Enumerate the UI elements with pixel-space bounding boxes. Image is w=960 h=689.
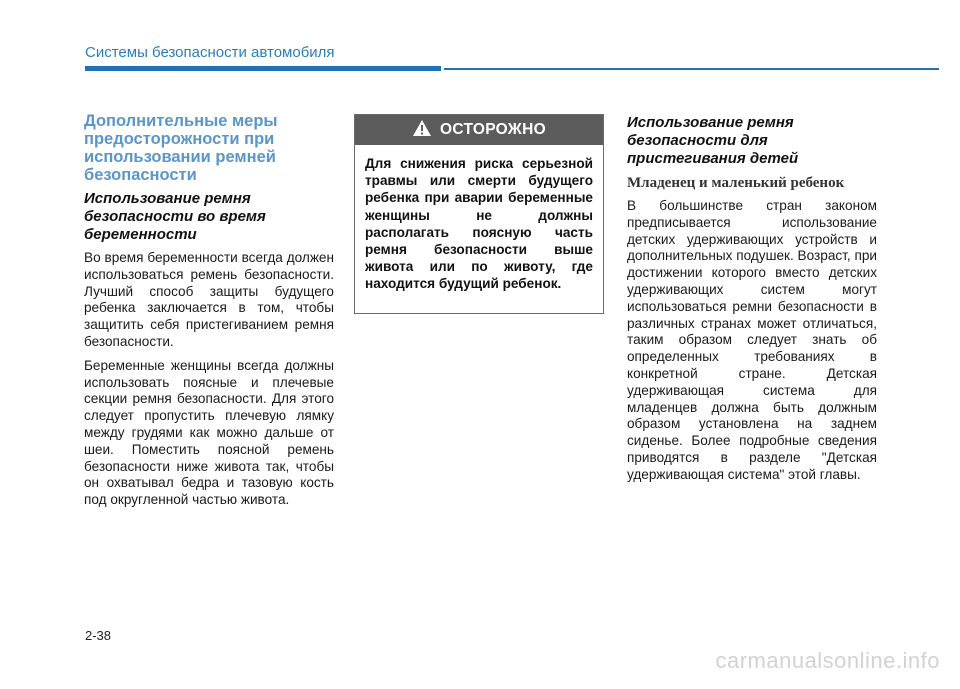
- left-column: [84, 112, 334, 516]
- header-rule-thick: [85, 66, 441, 71]
- child-paragraph: В большинстве стран законом предписывается использование детских удерживающих устройств и дополнительных подушек. Возраст, при достижении которого вместо детских удерживающих систем могут использоваться ремни безопасности в различных странах может отличаться, таким образом следует знать об определенных требованиях в конкретной стране. Детская удерживающая система для младенцев должна быть должным образом установлена на заднем сиденье. Более подробные сведения приводятся в разделе "Детская удерживающая система" этой главы.: [627, 198, 877, 482]
- infant-heading: Младенец и маленький ребенок: [627, 175, 845, 191]
- page-number: 2-38: [85, 628, 112, 643]
- warning-header: [355, 115, 603, 145]
- watermark: carmanualsonline.info: [715, 648, 940, 673]
- right-column: [627, 112, 877, 491]
- warning-text: Для снижения риска серьезной травмы или смерти будущего ребенка при аварии беременные женщины не должны располагать поясную часть ремня безопасности выше живота или по животу, где находится будущий ребенок.: [365, 156, 593, 292]
- pregnancy-paragraph-1: Во время беременности всегда должен использоваться ремень безопасности. Лучший способ защиты будущего ребенка заключается в том, чтобы защитить себя пристегиванием ремня безопасности.: [84, 250, 334, 349]
- warning-triangle-icon: [412, 119, 432, 142]
- header-rule-thin: [444, 68, 939, 70]
- header-section-title: Системы безопасности автомобиля: [85, 44, 335, 61]
- child-subtitle: Использование ремня безопасности для пристегивания детей: [627, 114, 799, 167]
- warning-heading: ОСТОРОЖНО: [440, 121, 546, 138]
- warning-box: [354, 114, 604, 314]
- pregnancy-paragraph-2: Беременные женщины всегда должны использовать поясные и плечевые секции ремня безопасности. Для этого следует пропустить плечевую лямку между грудями как можно дальше от шеи. Поместить поясной ремень безопасности ниже живота так, чтобы он охватывал бедра и тазовую кость под округленной частью живота.: [84, 357, 334, 508]
- pregnancy-subtitle: Использование ремня безопасности во время беременности: [84, 190, 266, 243]
- section-title: Дополнительные меры предосторожности при использовании ремней безопасности: [84, 112, 278, 184]
